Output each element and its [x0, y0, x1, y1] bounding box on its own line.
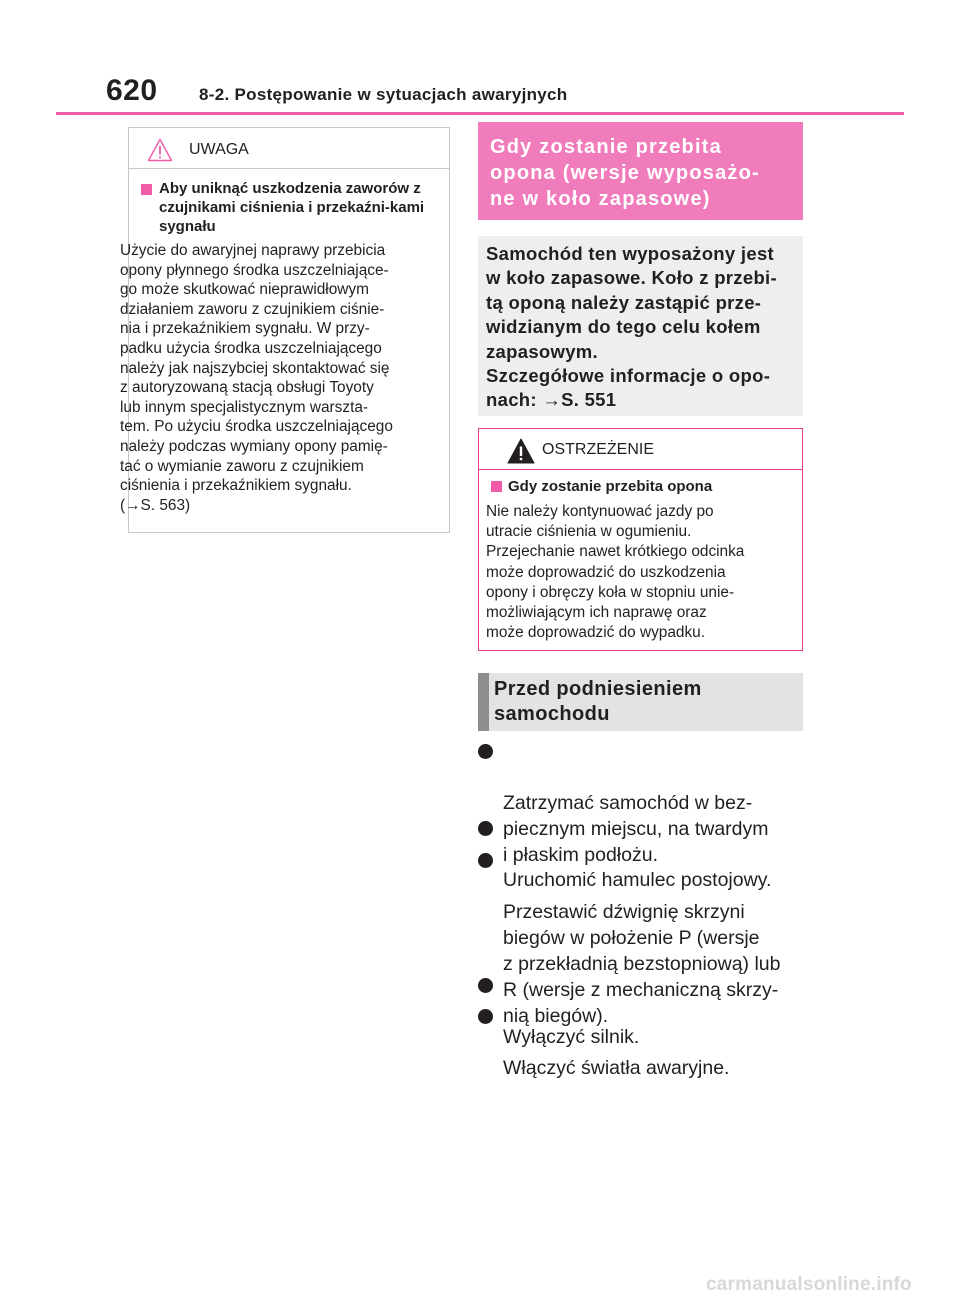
warning-subheading [491, 477, 796, 496]
list-item-text: Uruchomić hamulec postojowy. [503, 869, 772, 891]
bullet-dot-icon [478, 744, 493, 759]
caution-body-text: Użycie do awaryjnej naprawy przebicia opony płynnego środka uszczelniające- go może skutkować nieprawidłowym działaniem zaworu z czujnikiem ciśnie- nia i przekaźnikiem sygnału. W przy- padku użycia środka uszczelniającego należy jak najszybciej skontaktować się z autoryzowaną stacją obsługi Toyoty lub innym specjalistycznym warszta- tem. Po użyciu środka uszczelniającego należy podczas wymiany opony pamię- tać o wymianie zaworu z czujnikiem ciśnienia i przekaźnikiem sygnału. (→S. 563) [120, 242, 393, 514]
warning-box [478, 428, 803, 651]
info-text: Samochód ten wyposażony jest w koło zapasowe. Koło z przebi- tą oponą należy zastąpić prze- widzianym do tego celu kołem zapasowym. Szczegółowe informacje o opo- nach: →S. 551 [486, 243, 777, 411]
page-number: 620 [106, 74, 158, 107]
pink-square-marker [141, 184, 152, 195]
info-box [478, 236, 803, 416]
caution-title: UWAGA [189, 141, 249, 158]
section-heading-before-lifting: Przed podniesieniem samochodu [478, 673, 803, 731]
caution-subheading-text: Aby uniknąć uszkodzenia zaworów z czujnikami ciśnienia i przekaźni-kami sygnału [159, 180, 425, 235]
list-item-text: Zatrzymać samochód w bez- piecznym miejscu, na twardym i płaskim podłożu. [503, 792, 769, 866]
watermark: carmanualsonline.info [706, 1274, 912, 1295]
warning-triangle-filled-icon [507, 438, 535, 464]
caution-subheading [141, 179, 446, 236]
list-item-text: Wyłączyć silnik. [503, 1026, 640, 1048]
list-item [478, 1003, 798, 1081]
list-item-text: Włączyć światła awaryjne. [503, 1057, 730, 1079]
pink-square-marker [491, 481, 502, 492]
warning-title: OSTRZEŻENIE [542, 441, 655, 458]
caution-header [129, 128, 449, 169]
section-heading-spare-wheel: Gdy zostanie przebita opona (wersje wyposażo- ne w koło zapasowe) [478, 122, 803, 220]
list-item-text: Przestawić dźwignię skrzyni biegów w położenie P (wersje z przekładnią bezstopniową) lub R (wersje z mechaniczną skrzy- nią biegów). [503, 901, 781, 1027]
bullet-dot-icon [478, 821, 493, 836]
bullet-dot-icon [478, 853, 493, 868]
warning-header [479, 429, 802, 470]
chapter-title: 8-2. Postępowanie w sytuacjach awaryjnych [199, 85, 568, 104]
caution-triangle-outline-icon [147, 138, 173, 162]
header-divider [56, 112, 904, 115]
warning-subheading-text: Gdy zostanie przebita opona [508, 478, 713, 495]
bullet-dot-icon [478, 1009, 493, 1024]
warning-body-text: Nie należy kontynuować jazdy po utracie ciśnienia w ogumieniu. Przejechanie nawet krótkiego odcinka może doprowadzić do uszkodzenia opony i obręczy koła w stopniu unie- możliwiającym ich naprawę oraz może doprowadzić do wypadku. [486, 503, 745, 642]
bullet-dot-icon [478, 978, 493, 993]
